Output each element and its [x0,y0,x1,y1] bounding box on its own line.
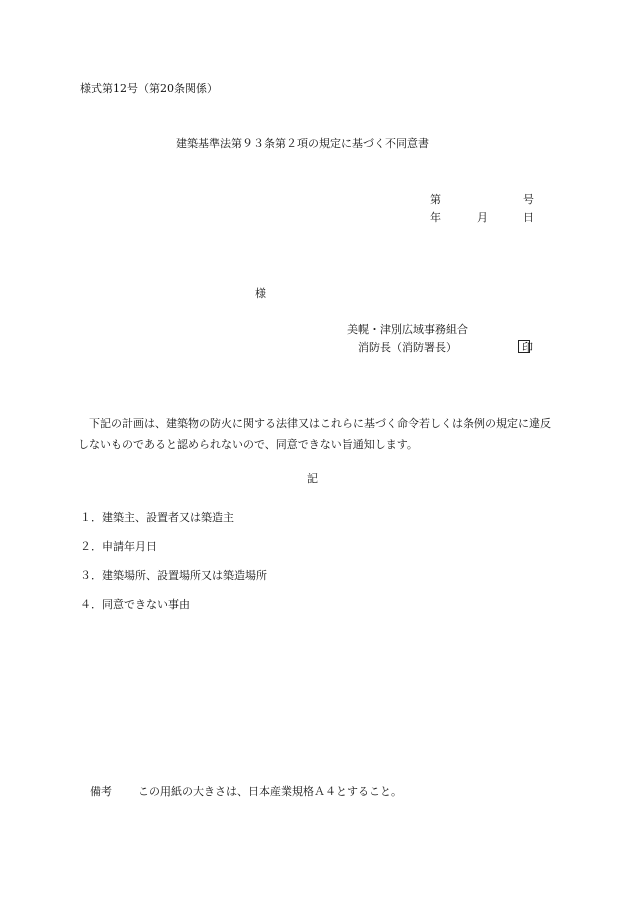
form-number: 様式第12号（第20条関係） [80,82,218,95]
item-3: ３．建築場所、設置場所又は築造場所 [80,569,267,582]
ki-heading: 記 [307,472,318,485]
body-paragraph: 下記の計画は、建築物の防火に関する法律又はこれらに基づく命令若しくは条例の規定に違反しないものであると認められないので、同意できない旨通知します。 [78,417,551,451]
date-day: 日 [523,211,534,224]
remarks-text: この用紙の大きさは、日本産業規格Ａ４とすること。 [138,785,402,798]
date-month: 月 [477,211,488,224]
doc-number-go: 号 [523,193,534,206]
document-title: 建築基準法第９３条第２項の規定に基づく不同意書 [176,137,429,150]
addressee-suffix: 様 [255,287,266,300]
doc-number-dai: 第 [430,193,441,206]
item-1: １．建築主、設置者又は築造主 [80,511,234,524]
issuer-organization: 美幌・津別広域事務組合 [347,323,468,336]
item-4: ４．同意できない事由 [80,598,190,611]
date-year: 年 [430,211,441,224]
remarks-label: 備考 [90,785,112,798]
item-2: ２．申請年月日 [80,540,157,553]
seal-mark: 印 [522,341,533,354]
issuer-title: 消防長（消防署長） [358,341,457,354]
